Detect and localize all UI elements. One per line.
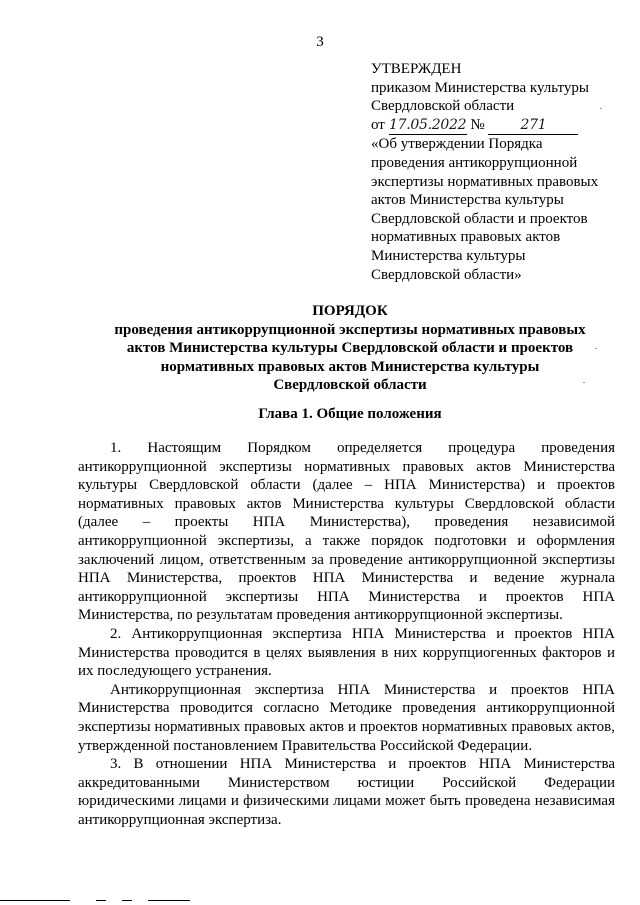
- paragraph: 3. В отношении НПА Министерства и проектов НПА Министерства аккредитованными Министерством юстиции Российской Федерации юридическими лицами и физическими лицами может быть проведена независимая антикоррупционная экспертиза.: [78, 756, 615, 828]
- approval-title-line: актов Министерства культуры: [371, 192, 564, 209]
- scan-speck: [600, 108, 602, 109]
- body-text: [78, 439, 615, 829]
- page-number: 3: [316, 34, 324, 50]
- approval-title-line: «Об утверждении Порядка: [371, 136, 543, 153]
- footer-divider: [96, 900, 106, 901]
- document-title-line: проведения антикоррупционной экспертизы нормативных правовых: [114, 321, 586, 338]
- footer-divider: [122, 900, 132, 901]
- approval-line-2: Свердловской области: [371, 98, 515, 115]
- handwritten-date: 17.05.2022: [389, 116, 467, 133]
- handwritten-number: 271: [520, 116, 547, 133]
- document-title-line: актов Министерства культуры Свердловской области и проектов: [126, 340, 574, 357]
- paragraph: 2. Антикоррупционная экспертиза НПА Министерства и проектов НПА Министерства проводится в целях выявления в них коррупциогенных факторов и их последующего устранения.: [78, 625, 615, 680]
- document-title-heading: ПОРЯДОК: [312, 303, 388, 319]
- document-title-line: нормативных правовых актов Министерства культуры: [160, 358, 540, 375]
- footer-divider: [148, 900, 190, 901]
- number-prefix: №: [470, 116, 485, 133]
- paragraph: Антикоррупционная экспертиза НПА Министерства и проектов НПА Министерства проводится согласно Методике проведения антикоррупционной экспертизы нормативных правовых актов и проектов нормативных правовых актов, утвержденной постановлением Правительства Российской Федерации.: [78, 681, 615, 754]
- paragraph: 1. Настоящим Порядком определяется процедура проведения антикоррупционной экспертизы нормативных правовых актов Министерства культуры Свердловской области (далее – НПА Министерства) и проектов нормативных правовых актов Министерства культуры Свердловской области (далее – проекты НПА Министерства), проведения независимой антикоррупционной экспертизы, а также порядок подготовки и оформления заключений лицом, ответственным за проведение антикоррупционной экспертизы НПА Министерства, проектов НПА Министерства и ведение журнала антикоррупционной экспертизы НПА Министерства и проектов НПА Министерства, по результатам проведения антикоррупционной экспертизы.: [78, 440, 615, 624]
- footer-divider: [0, 900, 70, 901]
- approval-status: УТВЕРЖДЕН: [371, 61, 462, 77]
- approval-title-line: нормативных правовых актов: [371, 229, 561, 246]
- approval-title-line: Министерства культуры: [371, 247, 526, 264]
- scan-speck: [595, 348, 597, 349]
- document-title-line: Свердловской области: [273, 377, 427, 394]
- date-prefix: от: [371, 116, 385, 133]
- approval-title-line: Свердловской области»: [371, 266, 522, 283]
- scan-speck: [583, 382, 585, 383]
- approval-title-line: Свердловской области и проектов: [371, 210, 588, 227]
- approval-block: [371, 60, 621, 284]
- approval-line-1: приказом Министерства культуры: [371, 79, 589, 96]
- document-title: [70, 302, 630, 395]
- approval-title-line: экспертизы нормативных правовых: [371, 173, 599, 190]
- approval-title-line: проведения антикоррупционной: [371, 154, 578, 171]
- chapter-heading: Глава 1. Общие положения: [258, 406, 442, 422]
- approval-date-number-line: [371, 116, 621, 136]
- number-field: [488, 116, 578, 136]
- date-field: [389, 116, 467, 136]
